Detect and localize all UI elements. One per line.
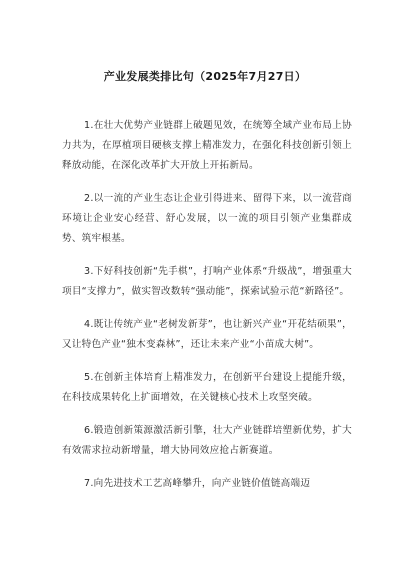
paragraph-1: 1.在壮大优势产业链群上破题见效，在统筹全域产业布局上协力共为，在厚植项目硬核支撑上精准发力，在强化科技创新引领上释放动能，在深化改革扩大开放上开拓新局。 — [62, 120, 352, 171]
document-body — [62, 116, 352, 507]
paragraph-2: 2.以一流的产业生态让企业引得进来、留得下来，以一流营商环境让企业安心经营、舒心发展，以一流的项目引领产业集群成势、筑牢根基。 — [62, 193, 352, 244]
paragraph-5: 5.在创新主体培育上精准发力，在创新平台建设上提能升级，在科技成果转化上扩面增效，在关键核心技术上攻坚突破。 — [62, 372, 352, 403]
paragraph-3: 3.下好科技创新“先手棋”，打响产业体系“升级战”，增强重大项目“支撑力”，做实智改数转“强动能”，探索试验示范“新路径”。 — [62, 266, 352, 297]
document-title: 产业发展类排比句（2025年7月27日） — [103, 70, 307, 83]
paragraph-6: 6.锻造创新策源激活新引擎，壮大产业链群培塑新优势，扩大有效需求拉动新增量，增大协同效应抢占新赛道。 — [62, 425, 352, 456]
paragraph-4: 4.既让传统产业“老树发新芽”，也让新兴产业“开花结硕果”，又让特色产业“独木变森林”，还让未来产业“小苗成大树”。 — [62, 319, 352, 350]
paragraph-7: 7.向先进技术工艺高峰攀升，向产业链价值链高端迈 — [84, 478, 311, 489]
